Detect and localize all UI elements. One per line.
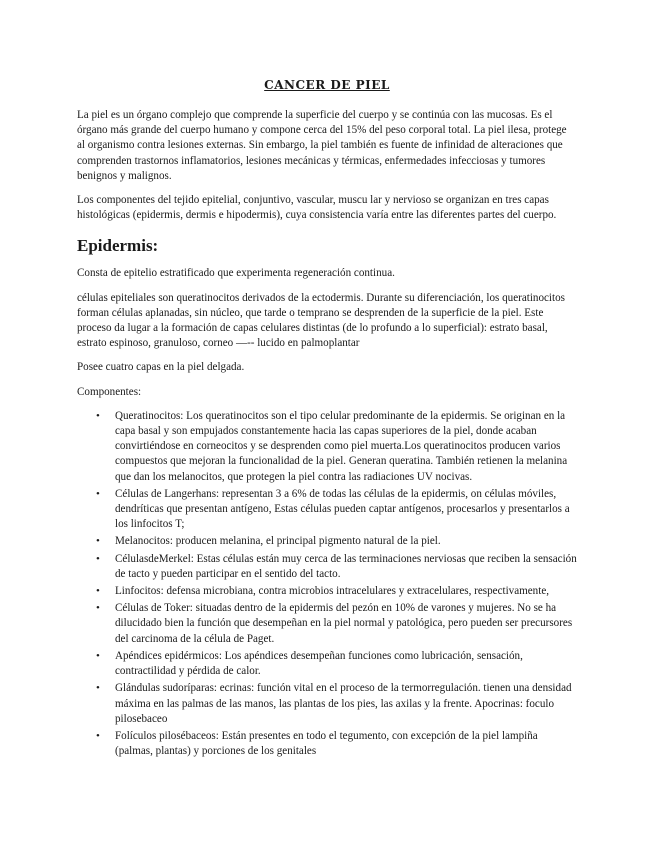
list-item [77,601,577,647]
bullet-icon: • [96,649,100,662]
list-item-text: Linfocitos: defensa microbiana, contra microbios intracelulares y extracelulares, respectivamente, [115,585,550,598]
section-heading-epidermis: Epidermis: [77,236,159,256]
list-item [77,681,577,727]
page-content [77,78,577,761]
list-item [77,552,577,582]
bullet-icon: • [96,487,100,500]
list-item-text: Apéndices epidérmicos: Los apéndices desempeñan funciones como lubricación, sensación, contractilidad y pérdida de calor. [115,649,523,678]
intro-paragraph-2: Los componentes del tejido epitelial, conjuntivo, vascular, muscu lar y nervioso se organizan en tres capas histológicas (epidermis, dermis e hipodermis), cuya consistencia varía entre las diferentes partes del cuerpo. [77,194,557,222]
list-item [77,649,577,679]
intro-paragraph-1: La piel es un órgano complejo que comprende la superficie del cuerpo y se continúa con las mucosas. Es el órgano más grande del cuerpo humano y compone cerca del 15% del peso corporal total. La piel ilesa, protege al organismo contra lesiones externas. Sin embargo, la piel también es fuente de infinidad de alteraciones que comprenden trastornos inflamatorios, lesiones mecánicas y térmicas, enfermedades infecciosas y tumores benignos y malignos. [77,109,567,182]
list-item [77,584,577,599]
bullet-icon: • [96,585,100,598]
bullet-icon: • [96,682,100,695]
list-item [77,534,577,549]
bullet-icon: • [96,552,100,565]
list-item-text: Células de Langerhans: representan 3 a 6% de todas las células de la epidermis, on células móviles, dendríticas que presentan antígeno, Estas células pueden captar antígenos, procesarlos y presentarlos a los linfocitos T; [115,487,570,531]
list-item-text: Folículos pilosébaceos: Están presentes en todo el tegumento, con excepción de la piel lampiña (palmas, plantas) y porciones de los genitales [115,729,538,758]
bullet-icon: • [96,602,100,615]
list-item [77,487,577,533]
list-item [77,729,577,759]
epidermis-paragraph-3: Posee cuatro capas en la piel delgada. [77,361,245,374]
bullet-icon: • [96,729,100,742]
bullet-icon: • [96,409,100,422]
list-item-text: Melanocitos: producen melanina, el principal pigmento natural de la piel. [115,535,441,548]
bullet-icon: • [96,535,100,548]
components-label: Componentes: [77,385,142,398]
list-item-text: Queratinocitos: Los queratinocitos son el tipo celular predominante de la epidermis. Se originan en la capa basal y son empujados constantemente hacia las capas superiores de la piel, donde acaban convirtiéndose en corneocitos y se desprenden como piel muerta.Los queratinocitos producen varios compuestos que mejoran la funcionalidad de la piel. Generan queratina. También retienen la melanina que dan los melanocitos, que protegen la piel contra las radiaciones UV nocivas. [115,409,568,483]
list-item-text: Células de Toker: situadas dentro de la epidermis del pezón en 10% de varones y mujeres. No se ha dilucidado bien la función que desempeñan en la piel normal y patológica, pero pueden ser precursores del carcinoma de la célula de Paget. [115,602,573,645]
page-title: CANCER DE PIEL [264,78,390,92]
components-list [77,409,577,759]
list-item-text: Glándulas sudoríparas: ecrinas: función vital en el proceso de la termorregulación. tienen una densidad máxima en las palmas de las manos, las plantas de los pies, las axilas y la frente. Apocrinas: foculo pilosebaceo [115,682,572,725]
epidermis-paragraph-1: Consta de epitelio estratificado que experimenta regeneración continua. [77,267,395,280]
list-item-text: CélulasdeMerkel: Estas células están muy cerca de las terminaciones nerviosas que reciben la sensación de tacto y pueden participar en el sentido del tacto. [115,552,577,580]
epidermis-paragraph-2: células epiteliales son queratinocitos derivados de la ectodermis. Durante su diferenciación, los queratinocitos forman células aplanadas, sin núcleo, que tarde o temprano se desprenden de la superficie de la piel. Este proceso da lugar a la formación de capas celulares distintas (de lo profundo a lo superficial): estrato basal, estrato espinoso, granuloso, corneo —-- lucido en palmoplantar [77,291,565,350]
list-item [77,409,577,485]
